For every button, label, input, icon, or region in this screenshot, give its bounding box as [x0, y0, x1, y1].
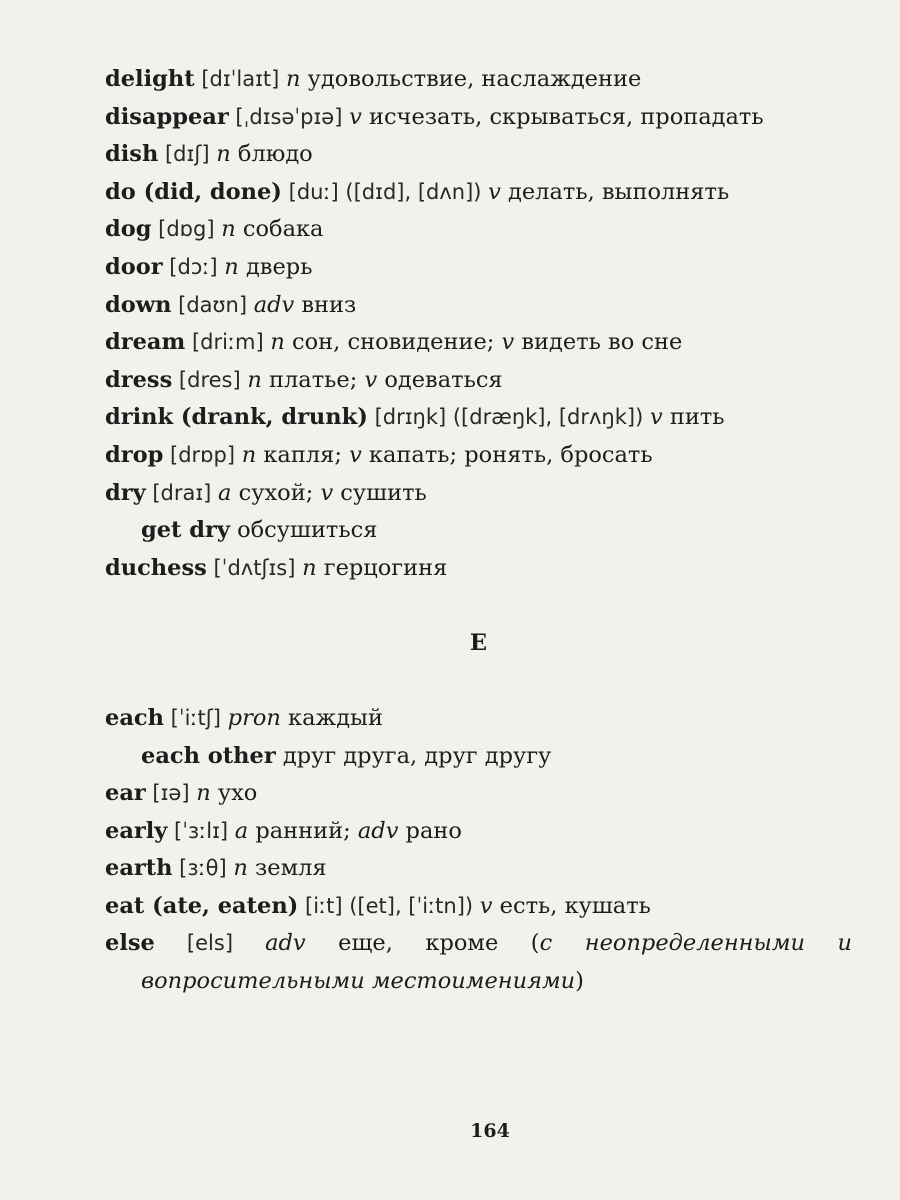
- dictionary-entry: [105, 61, 852, 99]
- translation: ): [575, 968, 584, 995]
- headword: get dry: [141, 517, 230, 544]
- translation: еще, кроме (: [305, 930, 540, 957]
- italic-label: v: [501, 329, 515, 356]
- translation: собака: [235, 216, 324, 243]
- headword: delight: [105, 66, 195, 92]
- headword: else: [105, 930, 155, 957]
- transcription: [dɪʃ]: [158, 142, 217, 167]
- dictionary-entry: [105, 775, 852, 813]
- translation: рано: [398, 817, 462, 844]
- translation: видеть во сне: [514, 329, 683, 356]
- italic-label: n: [224, 253, 239, 280]
- translation: исчезать, скрываться, пропадать: [361, 103, 764, 130]
- translation: герцогиня: [316, 554, 448, 581]
- translation: сон, сновидение;: [284, 329, 502, 356]
- dictionary-subentry: [105, 738, 852, 776]
- translation: платье;: [261, 366, 365, 393]
- transcription: [ˈɜːlɪ]: [167, 818, 235, 843]
- headword: eat (ate, eaten): [105, 892, 299, 919]
- transcription: [ˌdɪsəˈpɪə]: [228, 104, 350, 129]
- headword: dish: [105, 141, 159, 168]
- transcription: [dɪˈlaɪt]: [194, 67, 287, 91]
- transcription: [duː] ([dɪd], [dʌn]): [281, 179, 489, 204]
- italic-label: v: [349, 441, 362, 468]
- translation: пить: [662, 404, 725, 431]
- italic-label: v: [488, 178, 501, 205]
- translation: капля;: [256, 441, 350, 468]
- translation: ранний;: [248, 817, 358, 844]
- italic-label: v: [320, 479, 334, 506]
- headword: drink (drank, drunk): [105, 404, 368, 431]
- italic-label: v: [349, 103, 362, 130]
- italic-label: n: [196, 780, 211, 807]
- headword: each: [105, 704, 164, 731]
- translation: сушить: [333, 479, 427, 506]
- translation: удовольствие, наслаждение: [300, 66, 642, 92]
- headword: dress: [105, 366, 173, 393]
- italic-label: n: [270, 329, 285, 356]
- entries-e: [105, 700, 852, 1001]
- headword: dry: [105, 479, 146, 506]
- transcription: [iːt] ([et], [ˈiːtn]): [298, 893, 480, 918]
- dictionary-entry: [105, 437, 852, 475]
- dictionary-entry: [105, 287, 852, 325]
- dictionary-entry: [105, 700, 852, 738]
- italic-label: pron: [227, 704, 281, 731]
- transcription: [dres]: [172, 367, 248, 392]
- translation: каждый: [280, 704, 383, 731]
- italic-label: n: [241, 441, 257, 468]
- section-letter-heading: E: [469, 630, 488, 657]
- italic-label: n: [302, 554, 317, 581]
- transcription: [drɒp]: [163, 442, 242, 467]
- dictionary-entry: [105, 550, 852, 588]
- translation: капать; ронять, бросать: [361, 441, 653, 468]
- italic-label: v: [364, 366, 378, 393]
- italic-label: n: [247, 366, 262, 393]
- italic-label: a: [234, 817, 249, 844]
- headword: early: [105, 817, 168, 844]
- translation: обсушиться: [229, 517, 378, 544]
- italic-label: n: [221, 216, 236, 243]
- dictionary-entry: [105, 136, 852, 174]
- translation: вниз: [294, 291, 357, 318]
- translation: сухой;: [231, 479, 321, 506]
- headword: dream: [105, 329, 186, 356]
- translation: есть, кушать: [492, 892, 651, 919]
- transcription: [ˈiːtʃ]: [163, 705, 228, 730]
- italic-label: n: [216, 141, 231, 168]
- translation: земля: [247, 855, 327, 882]
- transcription: [ɜːθ]: [172, 856, 234, 881]
- dictionary-entry: [105, 813, 852, 851]
- headword: down: [105, 291, 172, 318]
- dictionary-entry: [105, 324, 852, 362]
- dictionary-subentry: [105, 512, 852, 550]
- headword: earth: [105, 855, 173, 882]
- italic-label: v: [479, 892, 493, 919]
- transcription: [drɪŋk] ([dræŋk], [drʌŋk]): [367, 405, 650, 430]
- translation: блюдо: [230, 141, 313, 168]
- dictionary-entry: [105, 888, 852, 926]
- dictionary-entry: [105, 475, 852, 513]
- dictionary-entry: [105, 249, 852, 287]
- translation: друг друга, друг другу: [275, 742, 552, 769]
- dictionary-entry: [105, 850, 852, 888]
- italic-label: adv: [357, 817, 399, 844]
- italic-label: adv: [265, 930, 306, 957]
- dictionary-entry: [105, 99, 852, 137]
- headword: ear: [105, 780, 146, 807]
- italic-label: v: [649, 404, 663, 431]
- transcription: [driːm]: [185, 330, 271, 355]
- dictionary-entry: [105, 399, 852, 437]
- transcription: [els]: [154, 931, 266, 956]
- italic-label: adv: [253, 291, 295, 318]
- headword: each other: [141, 742, 276, 769]
- headword: dog: [105, 216, 152, 243]
- translation: одеваться: [377, 366, 503, 393]
- italic-label: n: [233, 855, 248, 882]
- page-number: 164: [470, 1120, 510, 1142]
- dictionary-page: [105, 61, 852, 1001]
- dictionary-entry: [105, 925, 852, 1000]
- headword: disappear: [105, 103, 229, 130]
- translation: дверь: [238, 253, 313, 280]
- dictionary-entry: [105, 174, 852, 212]
- translation: ухо: [210, 780, 258, 807]
- dictionary-entry: [105, 362, 852, 400]
- italic-label: с неопределенными и вопросительными местоимениями: [141, 930, 853, 995]
- transcription: [daʊn]: [171, 292, 254, 317]
- transcription: [dɒg]: [151, 217, 222, 242]
- headword: door: [105, 253, 163, 280]
- italic-label: n: [286, 66, 301, 92]
- headword: drop: [105, 441, 164, 468]
- entries-d: [105, 61, 852, 587]
- transcription: [dɔː]: [162, 254, 225, 279]
- headword: duchess: [105, 554, 207, 581]
- headword: do (did, done): [105, 178, 282, 205]
- transcription: [ˈdʌtʃɪs]: [206, 555, 303, 580]
- translation: делать, выполнять: [500, 178, 730, 205]
- dictionary-entry: [105, 211, 852, 249]
- transcription: [ɪə]: [145, 781, 197, 806]
- transcription: [draɪ]: [145, 480, 219, 505]
- italic-label: a: [218, 479, 232, 506]
